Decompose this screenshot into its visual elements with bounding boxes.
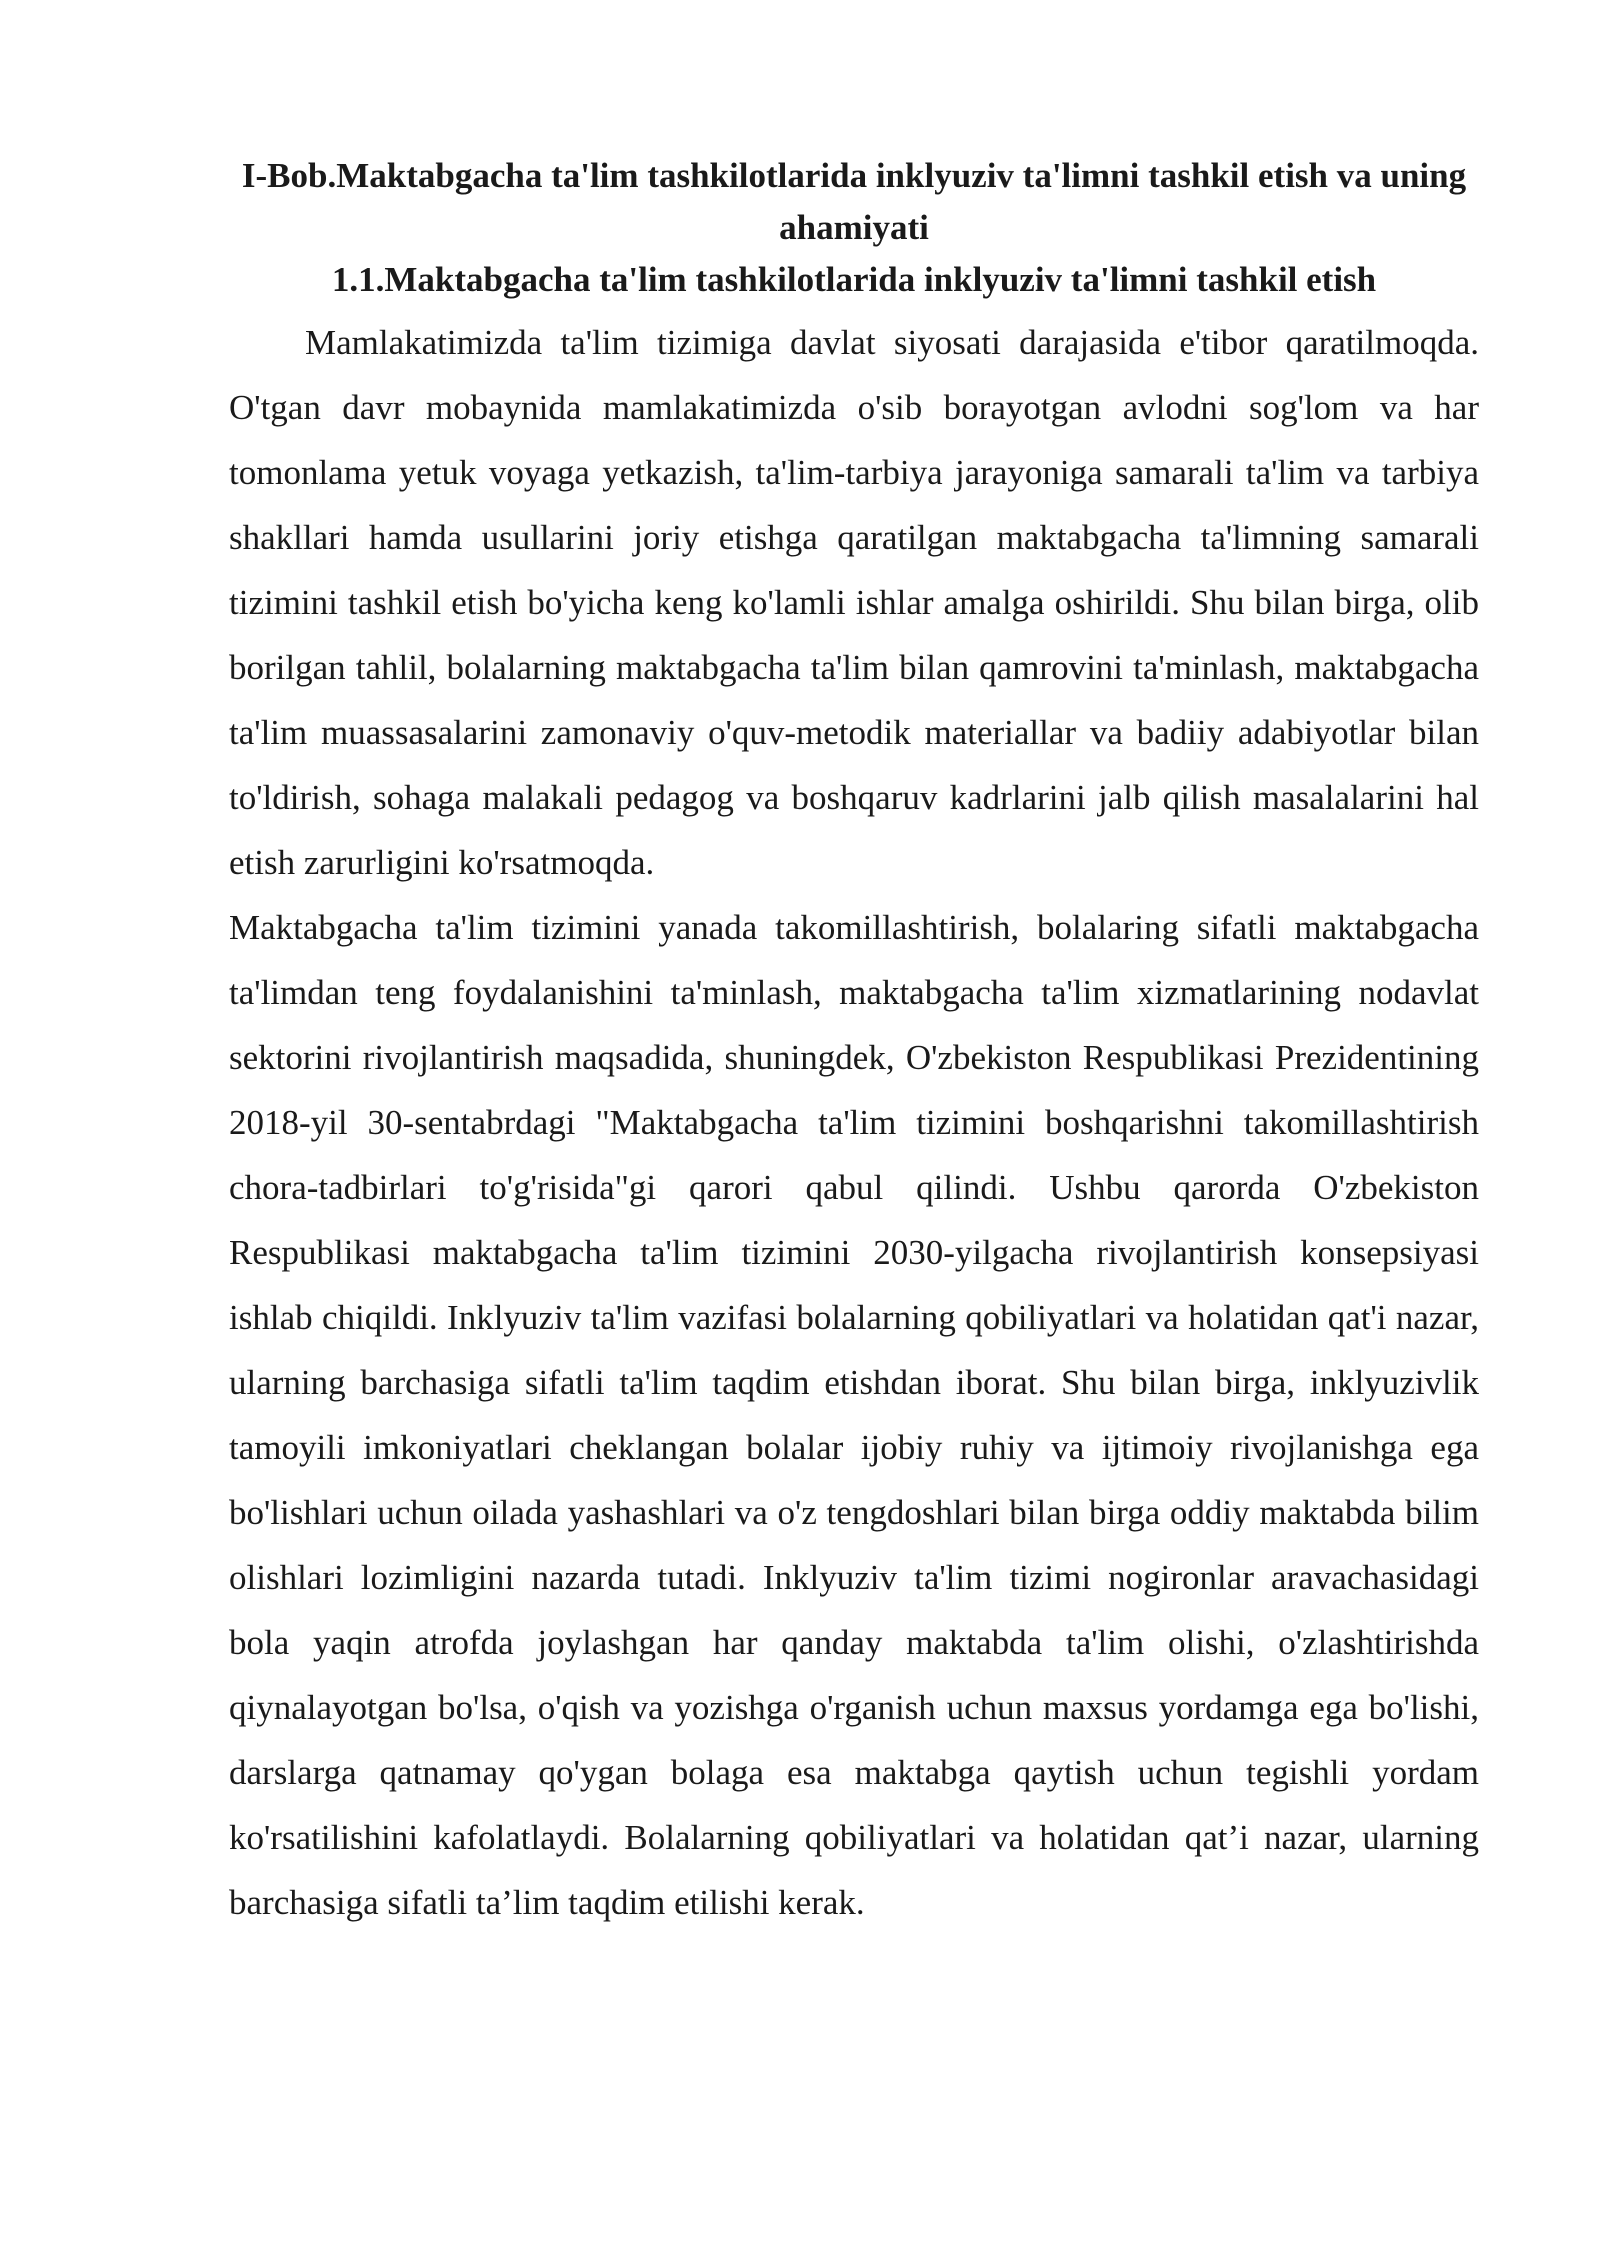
document-page (229, 150, 1479, 1935)
paragraph-2: Maktabgacha ta'lim tizimini yanada takomillashtirish, bolalaring sifatli maktabgacha ta'limdan teng foydalanishini ta'minlash, maktabgacha ta'lim xizmatlarining nodavlat sektorini rivojlantirish maqsadida, shuningdek, O'zbekiston Respublikasi Prezidentining 2018-yil 30-sentabrdagi "Maktabgacha ta'lim tizimini boshqarishni takomillashtirish chora-tadbirlari to'g'risida"gi qarori qabul qilindi. Ushbu qarorda O'zbekiston Respublikasi maktabgacha ta'lim tizimini 2030-yilgacha rivojlantirish konsepsiyasi ishlab chiqildi. Inklyuziv ta'lim vazifasi bolalarning qobiliyatlari va holatidan qat'i nazar, ularning barchasiga sifatli ta'lim taqdim etishdan iborat. Shu bilan birga, inklyuzivlik tamoyili imkoniyatlari cheklangan bolalar ijobiy ruhiy va ijtimoiy rivojlanishga ega bo'lishlari uchun oilada yashashlari va o'z tengdoshlari bilan birga oddiy maktabda bilim olishlari lozimligini nazarda tutadi. Inklyuziv ta'lim tizimi nogironlar aravachasidagi bola yaqin atrofda joylashgan har qanday maktabda ta'lim olishi, o'zlashtirishda qiynalayotgan bo'lsa, o'qish va yozishga o'rganish uchun maxsus yordamga ega bo'lishi, darslarga qatnamay qo'ygan bolaga esa maktabga qaytish uchun tegishli yordam ko'rsatilishini kafolatlaydi. Bolalarning qobiliyatlari va holatidan qat’i nazar, ularning barchasiga sifatli ta’lim taqdim etilishi kerak. (229, 908, 1479, 1922)
chapter-title: I-Bob.Maktabgacha ta'lim tashkilotlarida inklyuziv ta'limni tashkil etish va uning ahamiyati (241, 156, 1467, 247)
section-title: 1.1.Maktabgacha ta'lim tashkilotlarida inklyuziv ta'limni tashkil etish (331, 260, 1377, 299)
paragraph-1: Mamlakatimizda ta'lim tizimiga davlat siyosati darajasida e'tibor qaratilmoqda. O'tgan davr mobaynida mamlakatimizda o'sib borayotgan avlodni sog'lom va har tomonlama yetuk voyaga yetkazish, ta'lim-tarbiya jarayoniga samarali ta'lim va tarbiya shakllari hamda usullarini joriy etishga qaratilgan maktabgacha ta'limning samarali tizimini tashkil etish bo'yicha keng ko'lamli ishlar amalga oshirildi. Shu bilan birga, olib borilgan tahlil, bolalarning maktabgacha ta'lim bilan qamrovini ta'minlash, maktabgacha ta'lim muassasalarini zamonaviy o'quv-metodik materiallar va badiiy adabiyotlar bilan to'ldirish, sohaga malakali pedagog va boshqaruv kadrlarini jalb qilish masalalarini hal etish zarurligini ko'rsatmoqda. (229, 323, 1479, 882)
